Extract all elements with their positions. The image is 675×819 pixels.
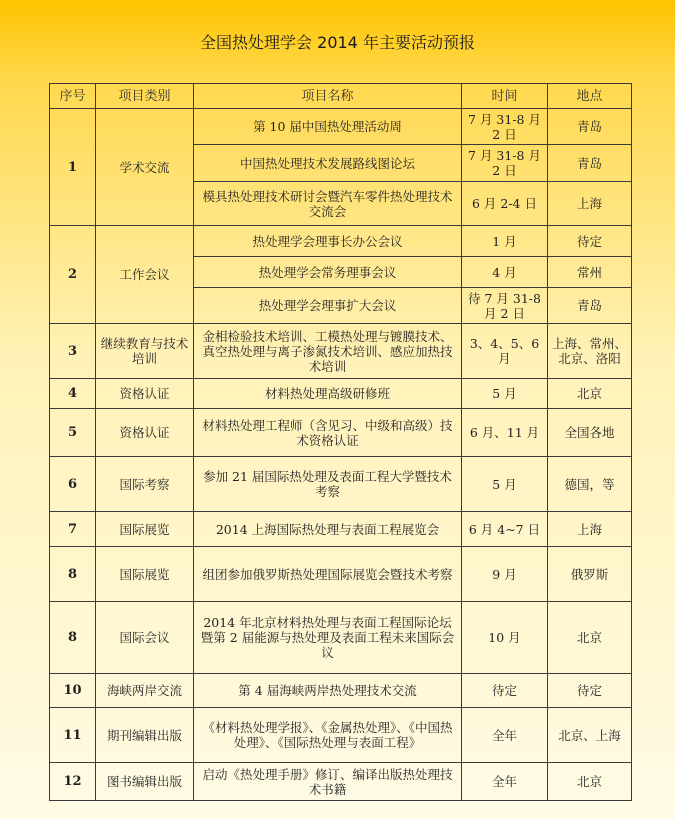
row-number: 11 bbox=[50, 708, 96, 763]
row-project: 金相检验技术培训、工模热处理与镀膜技术、真空热处理与离子渗氮技术培训、感应加热技术培训 bbox=[194, 324, 462, 379]
row-time: 待定 bbox=[462, 674, 548, 708]
row-place: 北京 bbox=[548, 602, 632, 674]
row-number: 8 bbox=[50, 602, 96, 674]
row-project: 材料热处理工程师（含见习、中级和高级）技术资格认证 bbox=[194, 409, 462, 457]
row-place: 北京 bbox=[548, 763, 632, 801]
row-place: 青岛 bbox=[548, 288, 632, 324]
row-category: 国际展览 bbox=[96, 547, 194, 602]
row-project: 组团参加俄罗斯热处理国际展览会暨技术考察 bbox=[194, 547, 462, 602]
row-place: 待定 bbox=[548, 226, 632, 257]
row-time: 6 月 4~7 日 bbox=[462, 512, 548, 547]
row-category: 资格认证 bbox=[96, 379, 194, 409]
row-category: 学术交流 bbox=[96, 109, 194, 226]
row-category: 资格认证 bbox=[96, 409, 194, 457]
table-row bbox=[50, 226, 632, 257]
row-time: 4 月 bbox=[462, 257, 548, 288]
row-project: 中国热处理技术发展路线图论坛 bbox=[194, 145, 462, 182]
row-category: 国际会议 bbox=[96, 602, 194, 674]
row-place: 上海 bbox=[548, 512, 632, 547]
row-number: 12 bbox=[50, 763, 96, 801]
row-project: 材料热处理高级研修班 bbox=[194, 379, 462, 409]
header-row bbox=[50, 84, 632, 109]
table-row bbox=[50, 708, 632, 763]
row-time: 10 月 bbox=[462, 602, 548, 674]
row-time: 5 月 bbox=[462, 457, 548, 512]
row-number: 7 bbox=[50, 512, 96, 547]
row-category: 国际展览 bbox=[96, 512, 194, 547]
header-name: 项目名称 bbox=[194, 84, 462, 109]
row-project: 第 10 届中国热处理活动周 bbox=[194, 109, 462, 145]
row-place: 德国，等 bbox=[548, 457, 632, 512]
table-row bbox=[50, 602, 632, 674]
row-place: 上海 bbox=[548, 182, 632, 226]
table-row bbox=[50, 512, 632, 547]
row-number: 8 bbox=[50, 547, 96, 602]
row-category: 继续教育与技术培训 bbox=[96, 324, 194, 379]
row-place: 青岛 bbox=[548, 109, 632, 145]
row-project: 参加 21 届国际热处理及表面工程大学暨技术考察 bbox=[194, 457, 462, 512]
table-row bbox=[50, 109, 632, 145]
row-project: 模具热处理技术研讨会暨汽车零件热处理技术交流会 bbox=[194, 182, 462, 226]
row-project: 启动《热处理手册》修订、编译出版热处理技术书籍 bbox=[194, 763, 462, 801]
row-category: 工作会议 bbox=[96, 226, 194, 324]
row-time: 3、4、5、6 月 bbox=[462, 324, 548, 379]
row-time: 全年 bbox=[462, 708, 548, 763]
table-row bbox=[50, 547, 632, 602]
row-project: 2014 年北京材料热处理与表面工程国际论坛暨第 2 届能源与热处理及表面工程未来国际会议 bbox=[194, 602, 462, 674]
row-project: 2014 上海国际热处理与表面工程展览会 bbox=[194, 512, 462, 547]
table-row bbox=[50, 409, 632, 457]
table-row bbox=[50, 674, 632, 708]
row-number: 10 bbox=[50, 674, 96, 708]
row-place: 青岛 bbox=[548, 145, 632, 182]
row-project: 热处理学会常务理事会议 bbox=[194, 257, 462, 288]
row-place: 俄罗斯 bbox=[548, 547, 632, 602]
table-row bbox=[50, 324, 632, 379]
table-row bbox=[50, 379, 632, 409]
row-place: 北京、上海 bbox=[548, 708, 632, 763]
header-time: 时间 bbox=[462, 84, 548, 109]
row-time: 待 7 月 31-8 月 2 日 bbox=[462, 288, 548, 324]
table-row bbox=[50, 763, 632, 801]
row-project: 热处理学会理事长办公会议 bbox=[194, 226, 462, 257]
row-place: 全国各地 bbox=[548, 409, 632, 457]
row-time: 7 月 31-8 月 2 日 bbox=[462, 109, 548, 145]
header-no: 序号 bbox=[50, 84, 96, 109]
row-project: 《材料热处理学报》、《金属热处理》、《中国热处理》、《国际热处理与表面工程》 bbox=[194, 708, 462, 763]
row-place: 上海、常州、北京、洛阳 bbox=[548, 324, 632, 379]
row-place: 北京 bbox=[548, 379, 632, 409]
row-category: 海峡两岸交流 bbox=[96, 674, 194, 708]
header-place: 地点 bbox=[548, 84, 632, 109]
row-category: 国际考察 bbox=[96, 457, 194, 512]
row-category: 期刊编辑出版 bbox=[96, 708, 194, 763]
row-time: 5 月 bbox=[462, 379, 548, 409]
row-place: 待定 bbox=[548, 674, 632, 708]
row-project: 热处理学会理事扩大会议 bbox=[194, 288, 462, 324]
row-number: 2 bbox=[50, 226, 96, 324]
table-row bbox=[50, 457, 632, 512]
activity-table bbox=[49, 83, 632, 801]
row-number: 6 bbox=[50, 457, 96, 512]
row-time: 7 月 31-8 月 2 日 bbox=[462, 145, 548, 182]
row-number: 5 bbox=[50, 409, 96, 457]
row-time: 1 月 bbox=[462, 226, 548, 257]
row-number: 3 bbox=[50, 324, 96, 379]
row-place: 常州 bbox=[548, 257, 632, 288]
row-time: 全年 bbox=[462, 763, 548, 801]
row-time: 9 月 bbox=[462, 547, 548, 602]
row-time: 6 月 2-4 日 bbox=[462, 182, 548, 226]
row-number: 4 bbox=[50, 379, 96, 409]
row-time: 6 月、11 月 bbox=[462, 409, 548, 457]
page-title: 全国热处理学会 2014 年主要活动预报 bbox=[200, 33, 475, 52]
header-category: 项目类别 bbox=[96, 84, 194, 109]
row-category: 图书编辑出版 bbox=[96, 763, 194, 801]
row-project: 第 4 届海峡两岸热处理技术交流 bbox=[194, 674, 462, 708]
row-number: 1 bbox=[50, 109, 96, 226]
